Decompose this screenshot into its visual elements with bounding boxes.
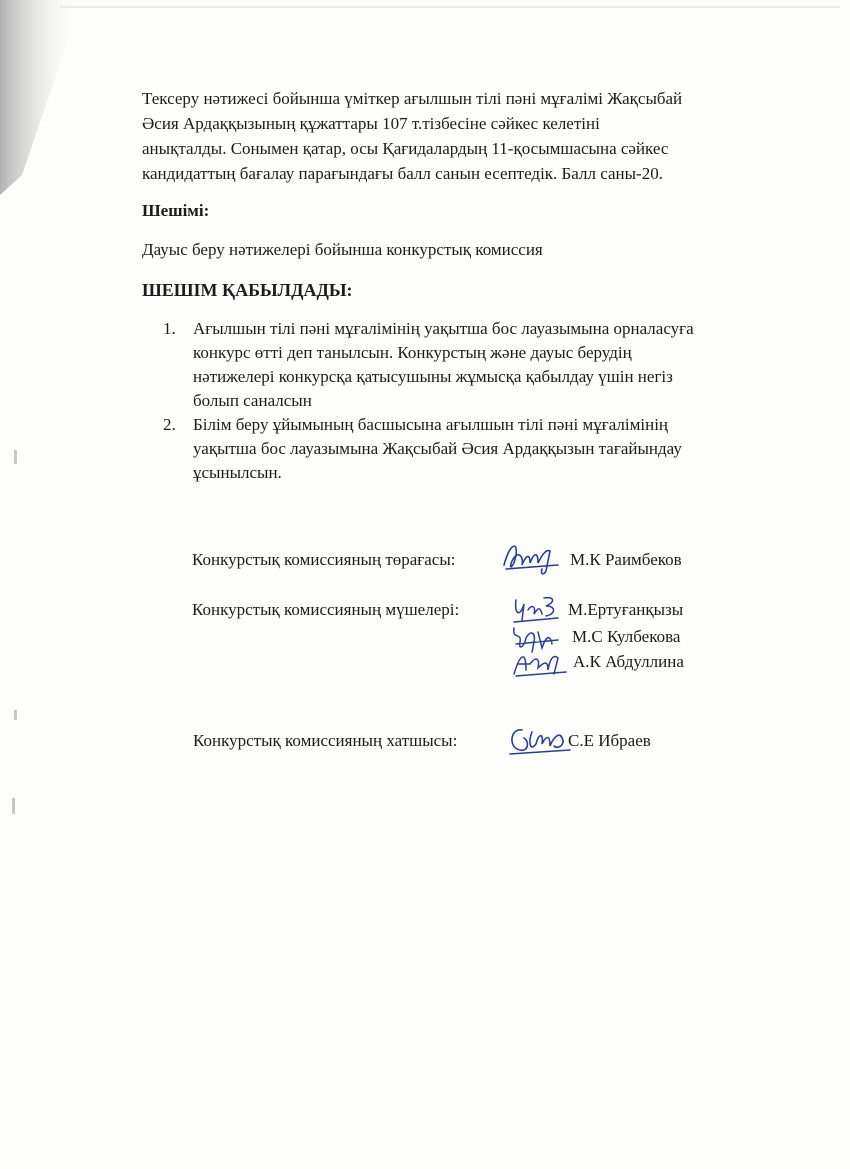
secretary-name: С.Е Ибраев xyxy=(568,731,651,750)
list-item-line: Ағылшын тілі пәні мұғалімінің уақытша бос лауазымына орналасуға xyxy=(193,319,694,338)
intro-line-3: анықталды. Сонымен қатар, осы Қағидалардың 11-қосымшасына сәйкес xyxy=(142,139,669,158)
secretary-label: Конкурстық комиссияның хатшысы: xyxy=(193,731,458,750)
intro-paragraph xyxy=(142,86,782,186)
chair-signature-icon xyxy=(500,535,562,579)
list-item-number: 2. xyxy=(163,415,176,434)
list-item-line: конкурс өтті деп танылсын. Конкурстың және дауыс берудің xyxy=(193,343,632,362)
intro-line-2: Әсия Ардаққызының құжаттары 107 т.тізбесіне сәйкес келетіні xyxy=(142,114,600,133)
list-item-number: 1. xyxy=(163,319,176,338)
chair-label: Конкурстық комиссияның төрағасы: xyxy=(192,550,456,569)
list-item xyxy=(163,317,783,413)
decision-heading: Шешімі: xyxy=(142,201,210,220)
list-item-line: болып саналсын xyxy=(193,391,312,410)
resolution-list xyxy=(163,317,783,485)
members-label: Конкурстық комиссияның мүшелері: xyxy=(192,600,460,619)
scan-mark xyxy=(14,710,17,720)
intro-line-4: кандидаттың бағалау парағындағы балл санын есептедік. Балл саны-20. xyxy=(142,164,663,183)
resolved-heading: ШЕШІМ ҚАБЫЛДАДЫ: xyxy=(142,280,353,300)
list-item-line: уақытша бос лауазымына Жақсыбай Әсия Ардаққызын тағайындау xyxy=(193,439,682,458)
list-item xyxy=(163,413,783,485)
list-item-line: ұсынылсын. xyxy=(193,463,282,482)
member-3-signature-icon xyxy=(510,644,570,680)
member-3-name: А.К Абдуллина xyxy=(573,652,684,671)
vote-text: Дауыс беру нәтижелері бойынша конкурстық комиссия xyxy=(142,240,543,259)
scan-mark xyxy=(14,450,17,464)
scan-mark xyxy=(12,798,15,814)
list-item-line: нәтижелері конкурсқа қатысушыны жұмысқа қабылдау үшін негіз xyxy=(193,367,673,386)
top-scan-line xyxy=(60,6,840,8)
secretary-signature-icon xyxy=(504,722,576,758)
chair-name: М.К Раимбеков xyxy=(570,550,682,569)
member-2-name: М.С Кулбекова xyxy=(572,627,681,646)
member-1-name: М.Ертуғанқызы xyxy=(568,600,684,619)
scan-edge-shadow xyxy=(0,0,90,200)
intro-line-1: Тексеру нәтижесі бойынша үміткер ағылшын тілі пәні мұғалімі Жақсыбай xyxy=(142,89,683,108)
list-item-line: Білім беру ұйымының басшысына ағылшын тілі пәні мұғалімінің xyxy=(193,415,669,434)
